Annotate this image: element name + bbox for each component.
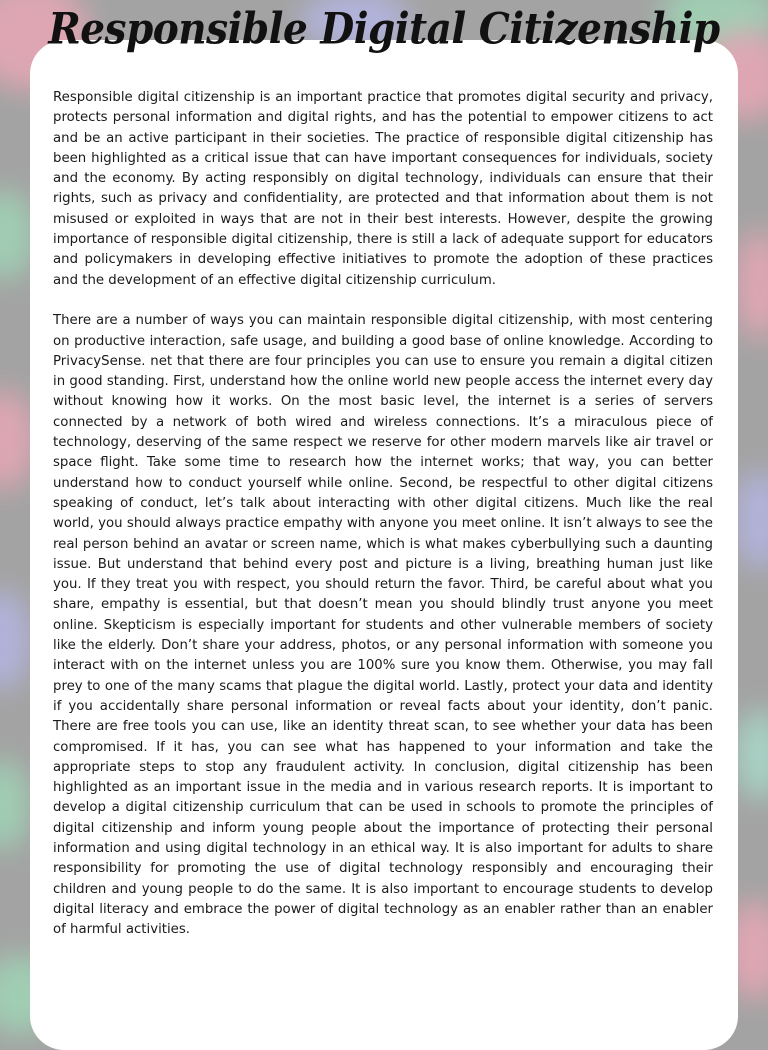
paragraph-1: Responsible digital citizenship is an important practice that promotes digital security and privacy, protects personal information and digital rights, and has the potential to empower citizens to act and be an active participant in their societies. The practice of responsible digital citizenship has been highlighted as a critical issue that can have important consequences for individuals, society and the economy. By acting responsibly on digital technology, individuals can ensure that their rights, such as privacy and confidentiality, are protected and that information about them is not misused or exploited in ways that are not in their best interests. However, despite the growing importance of responsible digital citizenship, there is still a lack of adequate support for educators and policymakers in developing effective initiatives to promote the adoption of these practices and the development of an effective digital citizenship curriculum.	[53, 90, 713, 288]
watercolor-splash-pink-right	[735, 230, 768, 340]
watercolor-splash-blue-left	[0, 590, 30, 690]
paragraph-2: There are a number of ways you can maintain responsible digital citizenship, with most centering on productive interaction, safe usage, and building a good base of online knowledge. According to PrivacySense. net that there are four principles you can use to ensure you remain a digital citizen in good standing. First, understand how the online world new people access the internet every day without knowing how it works. On the most basic level, the internet is a series of servers connected by a network of both wired and wireless connections. It’s a miraculous piece of technology, deserving of the same respect we reserve for other modern marvels like air travel or space flight. Take some time to research how the internet works; that way, you can better understand how to conduct yourself while online. Second, be respectful to other digital citizens speaking of conduct, let’s talk about interacting with other digital citizens. Much like the real world, you should always practice empathy with anyone you meet online. It isn’t always to see the real person behind an avatar or screen name, which is what makes cyberbullying such a daunting issue. But understand that behind every post and picture is a living, breathing human just like you. If they treat you with respect, you should return the favor. Third, be careful about what you share, empathy is essential, but that doesn’t mean you should blindly trust anyone you meet online. Skepticism is especially important for students and other vulnerable members of society like the elderly. Don’t share your address, photos, or any personal information with someone you interact with on the internet unless you are 100% sure you know them. Otherwise, you may fall prey to one of the many scams that plague the digital world. Lastly, protect your data and identity if you accidentally share personal information or reveal facts about your identity, don’t panic. There are free tools you can use, like an identity threat scan, to see whether your data has been compromised. If it has, you can see what has happened to your information and take the appropriate steps to stop any fraudulent activity. In conclusion, digital citizenship has been highlighted as an important issue in the media and in various research reports. It is important to develop a digital citizenship curriculum that can be used in schools to promote the principles of digital citizenship and inform young people about the importance of protecting their personal information and using digital technology in an ethical way. It is also important for adults to share responsibility for promoting the use of digital technology responsibly and encouraging their children and young people to do the same. It is also important to encourage students to develop digital literacy and embrace the power of digital technology as an enabler rather than an enabler of harmful activities.	[53, 313, 713, 938]
page-title: Responsible Digital Citizenship	[48, 4, 720, 55]
watercolor-splash-green-left-lower	[0, 760, 30, 850]
watercolor-splash-teal-right	[735, 710, 768, 800]
article-body	[53, 88, 713, 940]
watercolor-splash-blue-right	[735, 470, 768, 570]
